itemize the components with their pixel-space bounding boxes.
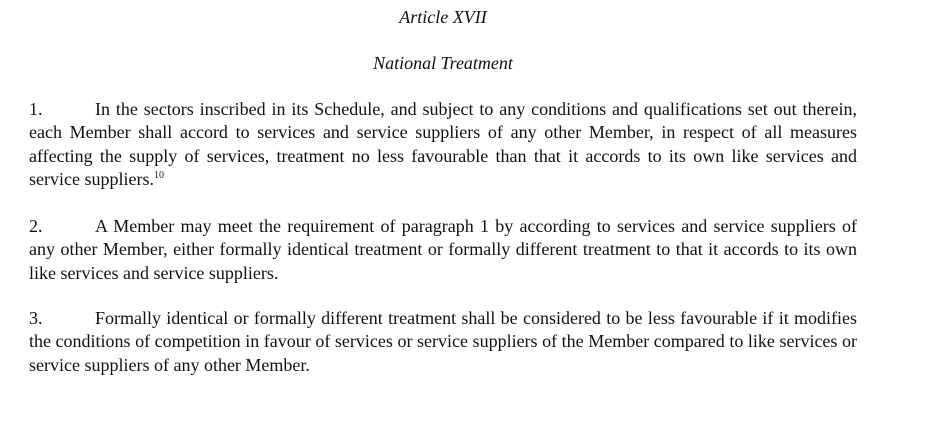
paragraph-2 (29, 215, 857, 285)
paragraph-1 (29, 98, 857, 191)
paragraph-text: A Member may meet the requirement of paragraph 1 by according to services and service suppliers of any other Member, either formally identical treatment or formally different treatment to that it accords to its own like services and service suppliers. (29, 216, 857, 283)
footnote-reference[interactable]: 10 (153, 169, 164, 181)
paragraph-number: 3. (29, 308, 43, 328)
paragraph-number: 1. (29, 99, 43, 119)
paragraph-3 (29, 307, 857, 377)
paragraph-text: In the sectors inscribed in its Schedule, and subject to any conditions and qualifications set out therein, each Member shall accord to services and service suppliers of any other Member, in respect of all measures affecting the supply of services, treatment no less favourable than that it accords to its own like services and service suppliers. (29, 99, 857, 189)
article-title: Article XVII (399, 7, 487, 27)
section-title: National Treatment (373, 53, 513, 73)
paragraph-number: 2. (29, 216, 43, 236)
paragraph-text: Formally identical or formally different treatment shall be considered to be less favourable if it modifies the conditions of competition in favour of services or service suppliers of the Member compared to like services or service suppliers of any other Member. (29, 308, 857, 375)
